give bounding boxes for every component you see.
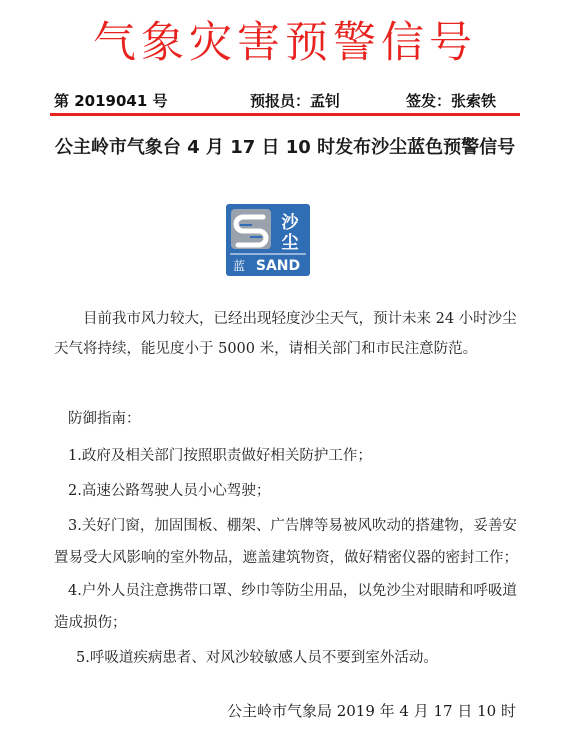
signal-english-label: SAND (255, 258, 301, 274)
guidelines-title: 防御指南： (68, 411, 141, 427)
guideline-item: 4.户外人员注意携带口罩、纱巾等防尘用品，以免沙尘对眼睛和呼吸道造成损伤； (54, 583, 517, 631)
warning-headline: 公主岭市气象台 4 月 17 日 10 时发布沙尘蓝色预警信号 (54, 137, 516, 158)
red-divider-rule (50, 113, 520, 116)
guideline-item: 2.高速公路驾驶人员小心驾驶； (68, 483, 271, 499)
guideline-item: 1.政府及相关部门按照职责做好相关防护工作； (68, 448, 372, 464)
document-number: 第 2019041 号 (54, 92, 168, 110)
sand-dust-blue-warning-icon (226, 204, 310, 276)
issuer-and-date: 公主岭市气象局 2019 年 4 月 17 日 10 时 (226, 702, 516, 720)
guideline-item: 3.关好门窗，加固围板、棚架、广告牌等易被风吹动的搭建物，妥善安置易受大风影响的室外物品，遮盖建筑物资，做好精密仪器的密封工作； (54, 518, 518, 566)
signal-char-sand: 沙 (281, 213, 299, 233)
signal-level-char: 蓝 (232, 259, 246, 273)
guideline-item: 5.呼吸道疾病患者、对风沙较敏感人员不要到室外活动。 (76, 650, 438, 666)
signer-name: 签发：张索铁 (406, 92, 497, 110)
forecast-paragraph: 目前我市风力较大，已经出现轻度沙尘天气，预计未来 24 小时沙尘天气将持续，能见度小于 5000 米，请相关部门和市民注意防范。 (54, 311, 517, 357)
masthead-title: 气象灾害预警信号 (93, 18, 477, 68)
signal-char-dust: 尘 (281, 233, 299, 253)
forecaster-name: 预报员：孟钊 (250, 92, 341, 110)
document-meta-row (54, 90, 520, 112)
